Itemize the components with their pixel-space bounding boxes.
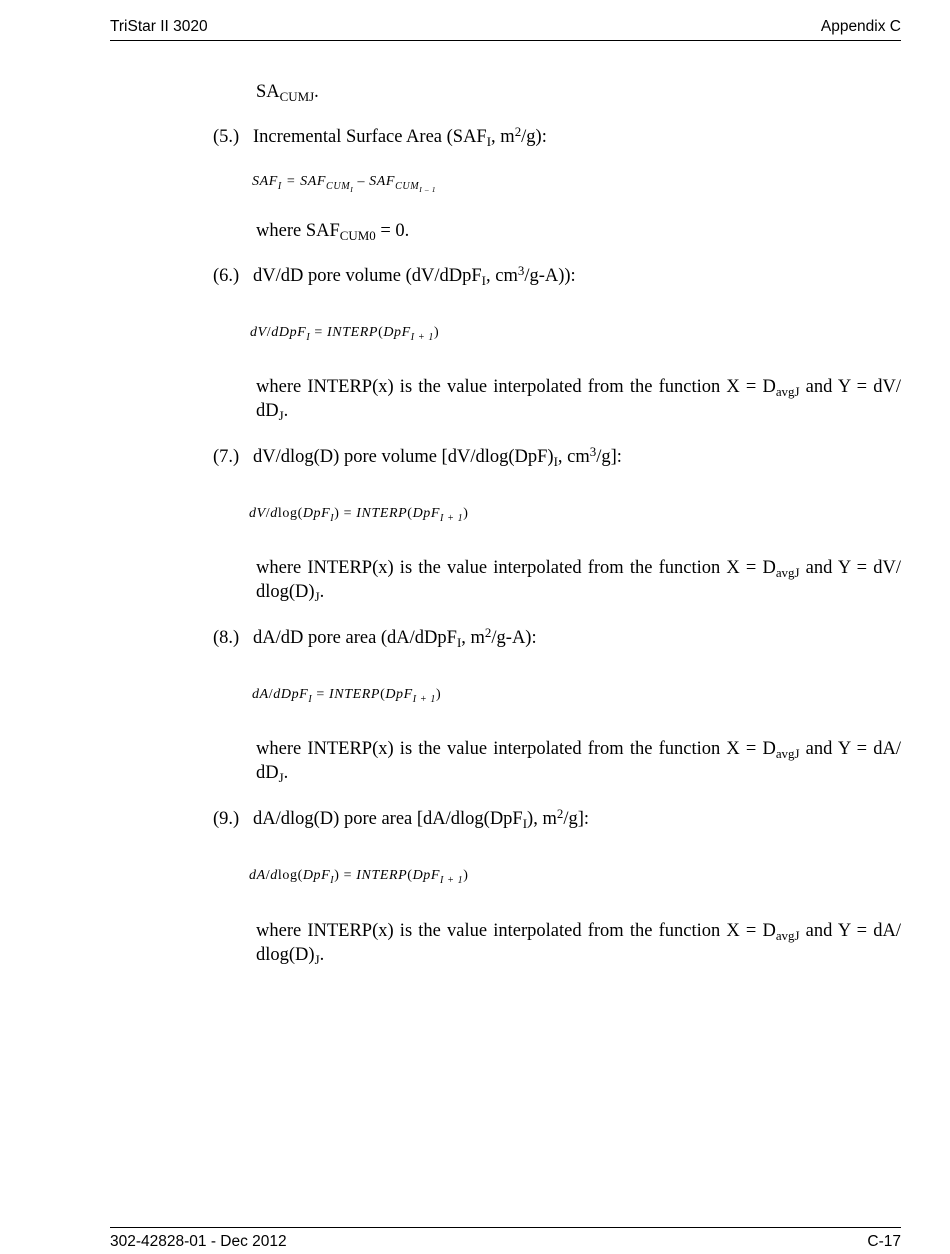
item-title: dV/dD pore volume (dV/dDpF$_I$, $cm^3/g-A$)): [253,263,576,288]
item-title: dA/dD pore area (dA/dDpF$_I$, $m^2/g-A$): [253,625,537,650]
page-header [110,18,901,41]
note-9: where INTERP(x) is the value interpolated from the function $X = D_{avgJ}$ and Y = dA/ $dlog(D)_J$. [256,921,901,967]
document-number: 302-42828-01 - Dec 2012 [110,1233,287,1250]
item-title: dV/dlog(D) pore volume [$dV/dlog(DpF)_I$, $cm^3/g$]: [253,444,622,469]
item-number: (8.) [213,628,240,648]
note-8: where INTERP(x) is the value interpolated from the function $X = D_{avgJ}$ and Y = dA/ $dD_J$. [256,739,901,785]
item-number: (6.) [213,266,240,286]
note-6: where INTERP(x) is the value interpolated from the function $X = D_{avgJ}$ and Y = dV/ $dD_J$. [256,377,901,423]
note-7: where INTERP(x) is the value interpolated from the function $X = D_{avgJ}$ and Y = dV/ $dlog(D)_J$. [256,558,901,604]
intro-fragment: $SA_{CUMJ}$. [256,82,319,104]
equation-9: dA/dlog(DpF$_I$) = INTERP(DpF$_{I + 1}$) [249,868,469,886]
page-number: C-17 [867,1233,901,1250]
header-section: Appendix C [820,18,901,35]
note-5: where $SAF_{CUM0} = 0$. [256,221,410,243]
item-title: dA/dlog(D) pore area [dA/dlog(DpF$_I$), $m^2/g$]: [253,806,590,831]
item-number: (5.) [213,127,240,147]
item-title: Incremental Surface Area ($SAF_I$, $m^2/g$): [253,124,547,149]
equation-7: dV/dlog(DpF$_I$) = INTERP(DpF$_{I + 1}$) [249,506,469,524]
item-number: (9.) [213,809,240,829]
header-title: TriStar II 3020 [110,18,208,35]
page-footer [110,1227,901,1254]
equation-5: $SAF_I = SAF_{CUM_I} - SAF_{CUM_{I - 1}}$ [252,174,437,194]
equation-8: dA/dDpF$_I$ = INTERP(DpF$_{I + 1}$) [252,687,442,705]
item-number: (7.) [213,447,240,467]
equation-6: dV/dDpF$_I$ = INTERP(DpF$_{I + 1}$) [250,325,440,343]
